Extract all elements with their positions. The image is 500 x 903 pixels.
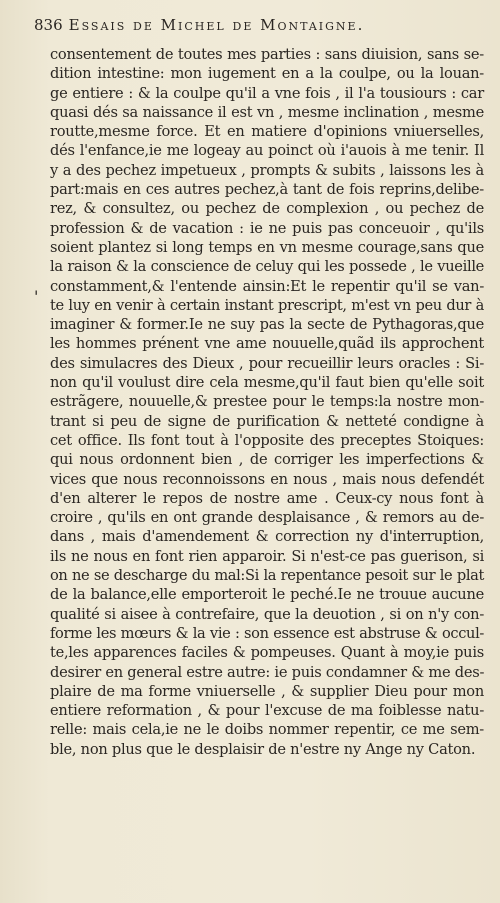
- text-line: relle: mais cela,ie ne le doibs nommer repentir, ce me sem-: [50, 721, 484, 739]
- text-line: forme les mœurs & la vie : son essence est abstruse & occul-: [50, 624, 484, 642]
- text-line: entiere reformation , & pour l'excuse de ma foiblesse natu-: [50, 702, 484, 720]
- text-line: cet office. Ils font tout à l'opposite des preceptes Stoiques:: [50, 431, 484, 449]
- text-line: vices que nous reconnoissons en nous , mais nous defendét: [50, 470, 484, 488]
- text-line: rez, & consultez, ou pechez de complexion , ou pechez de: [50, 200, 484, 218]
- text-line: trant si peu de signe de purification & netteté condigne à: [50, 412, 484, 430]
- margin-mark: ': [34, 287, 39, 306]
- text-line: dition intestine: mon iugement en a la coulpe, ou la louan-: [50, 65, 484, 83]
- text-line: qualité si aisee à contrefaire, que la deuotion , si on n'y con-: [50, 605, 484, 623]
- text-line: ils ne nous en font rien apparoir. Si n'est-ce pas guerison, si: [50, 547, 484, 565]
- text-line: qui nous ordonnent bien , de corriger les imperfections &: [50, 451, 484, 469]
- text-line: de la balance,elle emporteroit le peché.Ie ne trouue aucune: [50, 586, 484, 604]
- text-line: consentement de toutes mes parties : sans diuision, sans se-: [50, 46, 484, 63]
- text-line: dans , mais d'amendement & correction ny d'interruption,: [50, 528, 484, 546]
- text-line: les hommes prénent vne ame nouuelle,quãd ils approchent: [50, 335, 484, 353]
- text-line: constamment,& l'entende ainsin:Et le repentir qu'il se van-: [50, 277, 484, 295]
- text-line: routte,mesme force. Et en matiere d'opinions vniuerselles,: [50, 123, 484, 141]
- text-line: profession & de vacation : ie ne puis pas conceuoir , qu'ils: [50, 219, 484, 237]
- text-line: imaginer & former.Ie ne suy pas la secte de Pythagoras,que: [50, 316, 484, 334]
- text-line: te luy en venir à certain instant prescript, m'est vn peu dur à: [50, 296, 484, 314]
- text-line: plaire de ma forme vniuerselle , & supplier Dieu pour mon: [50, 682, 484, 700]
- text-line: soient plantez si long temps en vn mesme courage,sans que: [50, 238, 484, 256]
- running-header: [34, 16, 364, 34]
- text-line: y a des pechez impetueux , prompts & subits , laissons les à: [50, 161, 484, 179]
- text-line: non qu'il voulust dire cela mesme,qu'il faut bien qu'elle soit: [50, 374, 484, 392]
- text-body: [50, 45, 484, 759]
- running-title: Essais de Michel de Montaigne.: [68, 16, 365, 34]
- text-line: ge entiere : & la coulpe qu'il a vne fois , il l'a tousiours : car: [50, 84, 484, 102]
- text-line: croire , qu'ils en ont grande desplaisance , & remors au de-: [50, 509, 484, 527]
- text-line: on ne se descharge du mal:Si la repentance pesoit sur le plat: [50, 567, 484, 585]
- text-line: des simulacres des Dieux , pour recueillir leurs oracles : Si-: [50, 354, 484, 372]
- text-line: la raison & la conscience de celuy qui les possede , le vueille: [50, 258, 484, 276]
- text-line: part:mais en ces autres pechez,à tant de fois reprins,delibe-: [50, 181, 484, 199]
- text-line: d'en alterer le repos de nostre ame . Ceux-cy nous font à: [50, 489, 484, 507]
- text-line: desirer en general estre autre: ie puis condamner & me des-: [50, 663, 485, 681]
- text-line: dés l'enfance,ie me logeay au poinct où i'auois à me tenir. Il: [50, 142, 484, 160]
- text-line: quasi dés sa naissance il est vn , mesme inclination , mesme: [50, 103, 484, 121]
- text-line: te,les apparences faciles & pompeuses. Quant à moy,ie puis: [50, 644, 484, 662]
- page-number: 836: [34, 16, 63, 34]
- text-line: ble, non plus que le desplaisir de n'estre ny Ange ny Caton.: [50, 740, 476, 758]
- text-line: estrãgere, nouuelle,& prestee pour le temps:la nostre mon-: [50, 393, 484, 411]
